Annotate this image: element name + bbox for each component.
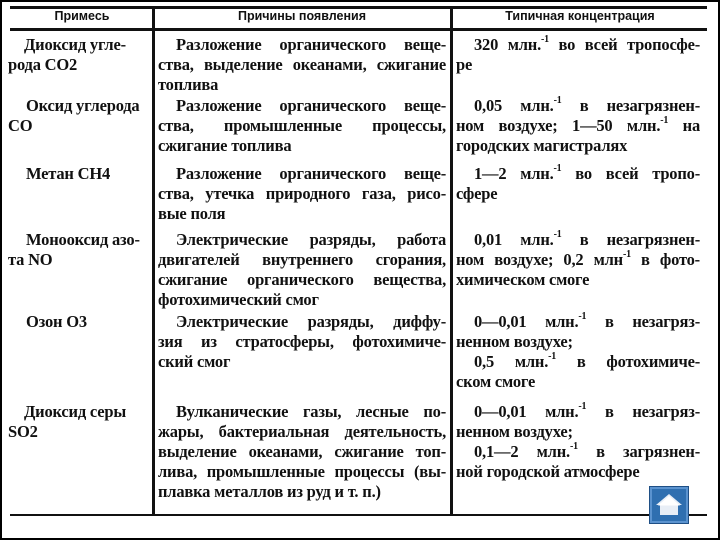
substance-line: та NO [8,250,53,269]
concentration-text: 0,1—2 млн. [474,442,570,461]
causes-cell [158,402,446,502]
substance-line: Оксид углерода [26,96,140,115]
substance-cell [8,230,150,270]
concentration-line [456,164,700,184]
concentration-line [456,422,700,442]
causes-cell [158,312,446,372]
substance-line: Метан CH4 [26,164,111,183]
concentration-cell [456,402,700,482]
concentration-text: ненном воздухе; [456,332,573,351]
header-concentration: Типичная концентрация [505,9,655,23]
substance-cell [8,402,150,442]
unit-exponent: -1 [553,162,562,174]
causes-line: топлива [158,75,219,94]
concentration-line [456,55,700,75]
causes-line: Разложение органического веще- [176,96,446,115]
concentration-line [456,184,700,204]
concentration-line [456,442,700,462]
concentration-text: 0,05 млн. [474,96,554,115]
substance-cell [8,164,150,184]
concentration-text: ском смоге [456,372,536,391]
table-header-rule [10,28,707,31]
header-causes: Причины появления [237,9,367,23]
concentration-line [456,462,700,482]
column-divider-1 [152,6,155,516]
unit-exponent: -1 [660,114,669,126]
concentration-text: 1—2 млн. [474,164,554,183]
concentration-text: во всей тропосфе- [548,35,701,54]
concentration-line [456,270,700,290]
causes-cell [158,230,446,310]
unit-exponent: -1 [541,33,549,45]
concentration-text: на [668,116,700,135]
concentration-text: ной городской атмосфере [456,462,640,481]
unit-exponent: -1 [569,440,578,452]
causes-line: зия из стратосферы, фотохимиче- [158,332,446,351]
unit-exponent: -1 [553,94,562,106]
unit-exponent: -1 [553,228,562,240]
substance-line: CO [8,116,33,135]
concentration-text: городских магистралях [456,136,628,155]
home-button[interactable] [649,486,689,524]
concentration-text: ненном воздухе; [456,422,573,441]
concentration-text: ном воздухе; 1—50 млн. [456,116,661,135]
substance-line: рода CO2 [8,55,78,74]
substance-line: Диоксид серы [24,402,127,421]
causes-line: жары, бактериальная деятельность, [158,422,446,441]
concentration-text: 0,01 млн. [474,230,554,249]
concentration-line [456,250,700,270]
concentration-text: ном воздухе; 0,2 млн [456,250,623,269]
concentration-text: 0—0,01 млн. [474,402,579,421]
causes-cell [158,96,446,156]
causes-line: сжигание органического вещества, [158,270,446,289]
substance-line: Монооксид азо- [26,230,140,249]
concentration-text: в незагрязнен- [561,230,700,249]
substance-line: SO2 [8,422,38,441]
substance-cell [8,35,150,75]
home-icon [650,487,688,523]
causes-line: Разложение органического веще- [176,164,446,183]
concentration-text: ре [456,55,473,74]
concentration-line [456,332,700,352]
causes-line: Электрические разряды, диффу- [176,312,446,331]
causes-line: вые поля [158,204,226,223]
concentration-line [456,96,700,116]
concentration-text: в незагряз- [586,312,700,331]
causes-line: плавка металлов из руд и т. п.) [158,482,381,501]
concentration-text: 320 млн. [474,35,542,54]
unit-exponent: -1 [578,400,587,412]
concentration-cell [456,164,700,204]
causes-line: сжигание топлива [158,136,292,155]
substance-cell [8,96,150,136]
concentration-line [456,136,700,156]
causes-line: Разложение органического веще- [176,35,446,54]
concentration-text: сфере [456,184,498,203]
concentration-text: в загрязнен- [577,442,700,461]
causes-line: лива, промышленные процессы (вы- [158,462,446,481]
concentration-text: в незагряз- [586,402,700,421]
concentration-line [456,116,700,136]
concentration-text: во всей тропо- [561,164,701,183]
causes-line: ства, утечка природного газа, рисо- [158,184,446,203]
column-divider-2 [450,6,453,516]
substance-cell [8,312,150,332]
causes-line: ства, промышленные процессы, [158,116,446,135]
substance-line: Озон O3 [26,312,87,331]
concentration-text: химическом смоге [456,270,590,289]
concentration-line [456,402,700,422]
concentration-text: 0,5 млн. [474,352,549,371]
concentration-text: в незагрязнен- [561,96,700,115]
causes-cell [158,164,446,224]
causes-line: двигателей внутреннего сгорания, [158,250,446,269]
unit-exponent: -1 [622,248,631,260]
causes-line: Электрические разряды, работа [176,230,446,249]
unit-exponent: -1 [578,310,587,322]
header-substance: Примесь [54,9,110,23]
concentration-cell [456,35,700,75]
causes-line: выделение океанами, сжигание топ- [158,442,446,461]
concentration-line [456,230,700,250]
concentration-text: в фотохимиче- [556,352,700,371]
causes-line: ства, выделение океанами, сжигание [158,55,446,74]
concentration-line [456,352,700,372]
concentration-line [456,312,700,332]
concentration-cell [456,230,700,290]
concentration-cell [456,312,700,392]
causes-line: Вулканические газы, лесные по- [176,402,446,421]
concentration-cell [456,96,700,156]
concentration-text: в фото- [630,250,700,269]
unit-exponent: -1 [548,350,557,362]
causes-line: ский смог [158,352,231,371]
causes-line: фотохимический смог [158,290,319,309]
substance-line: Диоксид угле- [24,35,126,54]
concentration-line [456,372,700,392]
concentration-text: 0—0,01 млн. [474,312,579,331]
table-bottom-rule [10,514,707,516]
concentration-line [456,35,700,55]
causes-cell [158,35,446,95]
